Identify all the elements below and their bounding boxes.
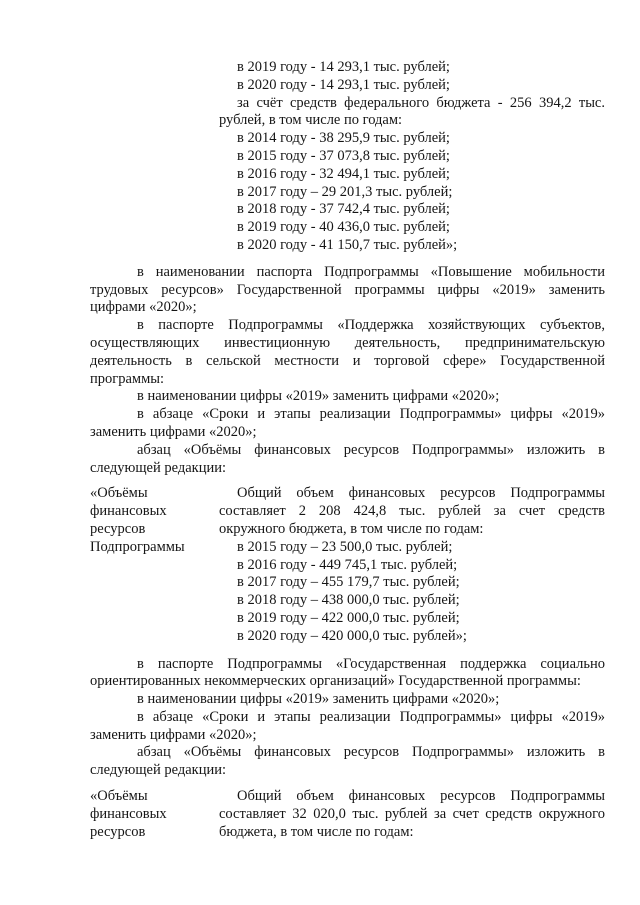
top-funding-block bbox=[219, 59, 605, 255]
amendments-section-2 bbox=[90, 656, 605, 781]
table-label-line: финансовых bbox=[90, 805, 167, 822]
funding-summary-line: составляет 32 020,0 тыс. рублей за счет средств окружного bbox=[219, 805, 605, 822]
paragraph-line: в паспорте Подпрограммы «Поддержка хозяйствующих субъектов, bbox=[137, 317, 605, 334]
paragraph-line: в паспорте Подпрограммы «Государственная поддержка социально bbox=[137, 655, 605, 672]
paragraph-line: цифрами «2020»; bbox=[90, 299, 197, 316]
year-line: в 2014 году - 38 295,9 тыс. рублей; bbox=[237, 130, 450, 147]
year-line: в 2019 году – 422 000,0 тыс. рублей; bbox=[237, 609, 460, 626]
table-label-line: «Объёмы bbox=[90, 788, 148, 805]
paragraph-line: в наименовании цифры «2019» заменить цифрами «2020»; bbox=[137, 388, 500, 405]
paragraph-line: следующей редакции: bbox=[90, 762, 227, 779]
amendments-section-1 bbox=[90, 264, 605, 478]
paragraph-line: трудовых ресурсов» Государственной программы цифры «2019» заменить bbox=[90, 281, 605, 298]
paragraph-line: рублей, в том числе по годам: bbox=[219, 112, 403, 129]
paragraph-line: следующей редакции: bbox=[90, 459, 227, 476]
paragraph-line: абзац «Объёмы финансовых ресурсов Подпрограммы» изложить в bbox=[137, 441, 605, 458]
table-label-line: ресурсов bbox=[90, 520, 146, 537]
funding-table bbox=[90, 788, 605, 841]
amendment-paragraph bbox=[90, 388, 605, 406]
amendment-paragraph bbox=[90, 264, 605, 317]
amendment-paragraph bbox=[90, 691, 605, 709]
year-line: в 2015 году – 23 500,0 тыс. рублей; bbox=[237, 538, 453, 555]
amendment-paragraph bbox=[90, 744, 605, 780]
funding-summary-line: Общий объем финансовых ресурсов Подпрограммы bbox=[237, 485, 605, 502]
table-content-cell bbox=[219, 788, 605, 841]
amendment-paragraph bbox=[90, 442, 605, 478]
funding-summary-line: окружного бюджета, в том числе по годам: bbox=[219, 520, 484, 537]
paragraph-line: программы: bbox=[90, 370, 165, 387]
paragraph-line: за счёт средств федерального бюджета - 256 394,2 тыс. bbox=[237, 94, 605, 111]
paragraph-line: в абзаце «Сроки и этапы реализации Подпрограммы» цифры «2019» bbox=[137, 406, 605, 423]
paragraph-line: абзац «Объёмы финансовых ресурсов Подпрограммы» изложить в bbox=[137, 744, 605, 761]
year-line: в 2015 году - 37 073,8 тыс. рублей; bbox=[237, 147, 450, 164]
year-line: в 2020 году – 420 000,0 тыс. рублей»; bbox=[237, 627, 467, 644]
funding-summary-line: составляет 2 208 424,8 тыс. рублей за счет средств bbox=[219, 503, 605, 520]
amendment-paragraph bbox=[90, 406, 605, 442]
paragraph-line: в абзаце «Сроки и этапы реализации Подпрограммы» цифры «2019» bbox=[137, 708, 605, 725]
table-content-cell bbox=[219, 485, 605, 645]
year-line: в 2020 году - 14 293,1 тыс. рублей; bbox=[237, 76, 450, 93]
federal-budget-paragraph bbox=[219, 95, 605, 131]
year-line: в 2017 году – 29 201,3 тыс. рублей; bbox=[237, 183, 453, 200]
table-label-cell bbox=[90, 485, 219, 645]
amendment-paragraph bbox=[90, 656, 605, 692]
year-line: в 2018 году - 37 742,4 тыс. рублей; bbox=[237, 201, 450, 218]
table-label-line: ресурсов bbox=[90, 823, 146, 840]
year-line: в 2016 году - 32 494,1 тыс. рублей; bbox=[237, 165, 450, 182]
table-label-line: финансовых bbox=[90, 503, 167, 520]
amendment-paragraph bbox=[90, 709, 605, 745]
table-label-line: Подпрограммы bbox=[90, 538, 185, 555]
paragraph-line: осуществляющих инвестиционную деятельность, предпринимательскую bbox=[90, 334, 605, 351]
paragraph-line: ориентированных некоммерческих организаций» Государственной программы: bbox=[90, 673, 581, 690]
table-label-line: «Объёмы bbox=[90, 485, 148, 502]
funding-summary-line: Общий объем финансовых ресурсов Подпрограммы bbox=[237, 788, 605, 805]
year-line: в 2018 году – 438 000,0 тыс. рублей; bbox=[237, 592, 460, 609]
year-line: в 2019 году - 14 293,1 тыс. рублей; bbox=[237, 59, 450, 75]
year-line: в 2019 году - 40 436,0 тыс. рублей; bbox=[237, 219, 450, 236]
paragraph-line: в наименовании цифры «2019» заменить цифрами «2020»; bbox=[137, 691, 500, 708]
paragraph-line: заменить цифрами «2020»; bbox=[90, 423, 257, 440]
year-line: в 2016 году - 449 745,1 тыс. рублей; bbox=[237, 556, 458, 573]
year-line: в 2017 году – 455 179,7 тыс. рублей; bbox=[237, 574, 460, 591]
funding-summary-line: бюджета, в том числе по годам: bbox=[219, 823, 414, 840]
year-line: в 2020 году - 41 150,7 тыс. рублей»; bbox=[237, 236, 458, 253]
document-page bbox=[90, 59, 605, 841]
funding-table bbox=[90, 485, 605, 645]
paragraph-line: деятельность в сельской местности и торговой сфере» Государственной bbox=[90, 352, 605, 369]
paragraph-line: заменить цифрами «2020»; bbox=[90, 726, 257, 743]
paragraph-line: в наименовании паспорта Подпрограммы «Повышение мобильности bbox=[137, 263, 605, 280]
table-label-cell bbox=[90, 788, 219, 841]
amendment-paragraph bbox=[90, 317, 605, 388]
